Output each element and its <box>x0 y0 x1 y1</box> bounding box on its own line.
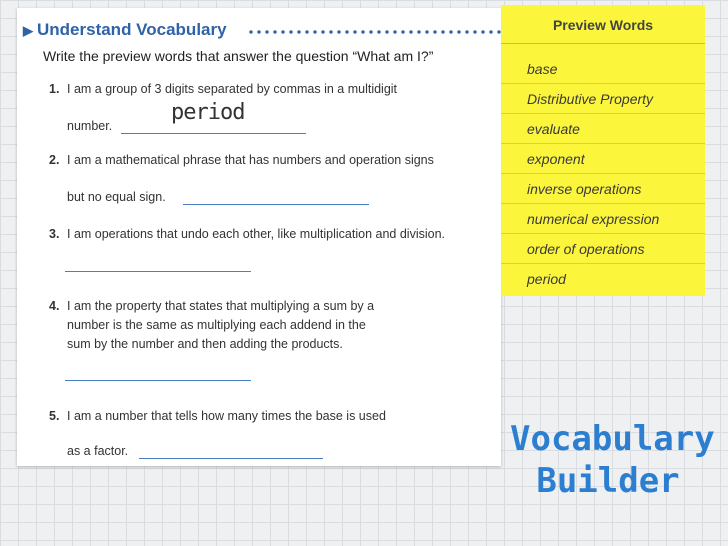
section-heading <box>23 20 227 44</box>
slide-title-line-1: Vocabulary <box>510 419 715 459</box>
preview-word-numerical-expression: numerical expression <box>527 211 660 227</box>
question-4-line-3: sum by the number and then adding the products. <box>67 337 343 351</box>
section-heading-text: Understand Vocabulary <box>37 20 227 39</box>
preview-word-order-of-operations: order of operations <box>527 241 645 257</box>
question-2-line-2: but no equal sign. <box>67 190 166 204</box>
question-5-number: 5. <box>49 409 60 423</box>
preview-word-base: base <box>527 61 558 77</box>
preview-word-distributive-property: Distributive Property <box>527 91 654 107</box>
preview-word-row <box>501 173 705 204</box>
question-4-line-2: number is the same as multiplying each addend in the <box>67 318 366 332</box>
preview-word-row <box>501 233 705 264</box>
instruction-text: Write the preview words that answer the question “What am I?” <box>43 48 434 64</box>
question-2-line-1: I am a mathematical phrase that has numbers and operation signs <box>67 153 434 167</box>
question-4-number: 4. <box>49 299 60 313</box>
question-2-answer-blank[interactable] <box>183 204 369 205</box>
preview-word-row <box>501 143 705 174</box>
slide-title <box>510 418 715 502</box>
question-4-line-1: I am the property that states that multiplying a sum by a <box>67 299 375 313</box>
question-5-line-2: as a factor. <box>67 444 129 458</box>
preview-word-row <box>501 263 705 293</box>
preview-words-title: Preview Words <box>552 17 654 33</box>
play-arrow-icon: ▶ <box>23 23 33 38</box>
question-3-answer-blank[interactable] <box>65 271 251 272</box>
slide-title-line-2: Builder <box>536 461 680 501</box>
question-5-answer-blank[interactable] <box>139 458 323 459</box>
preview-word-row <box>501 113 705 144</box>
question-5-line-1: I am a number that tells how many times the base is used <box>67 409 386 423</box>
question-2-number: 2. <box>49 153 60 167</box>
preview-word-row <box>501 203 705 234</box>
preview-word-evaluate: evaluate <box>527 121 580 137</box>
preview-title-divider <box>501 43 705 44</box>
question-4-answer-blank[interactable] <box>65 380 251 381</box>
dotted-rule <box>247 30 501 34</box>
preview-word-row <box>501 53 705 84</box>
question-1-answer-blank[interactable] <box>121 133 306 134</box>
question-1-line-1: I am a group of 3 digits separated by commas in a multidigit <box>67 82 398 96</box>
preview-word-inverse-operations: inverse operations <box>527 181 642 197</box>
preview-word-row <box>501 83 705 114</box>
worksheet-page <box>17 8 501 466</box>
question-1-answer: period <box>171 100 245 125</box>
question-1-line-2: number. <box>67 119 113 133</box>
preview-words-panel <box>501 5 705 296</box>
question-1-number: 1. <box>49 82 60 96</box>
question-3-number: 3. <box>49 227 60 241</box>
preview-word-period: period <box>527 271 566 287</box>
preview-word-exponent: exponent <box>527 151 585 167</box>
question-3-line-1: I am operations that undo each other, like multiplication and division. <box>67 227 446 241</box>
